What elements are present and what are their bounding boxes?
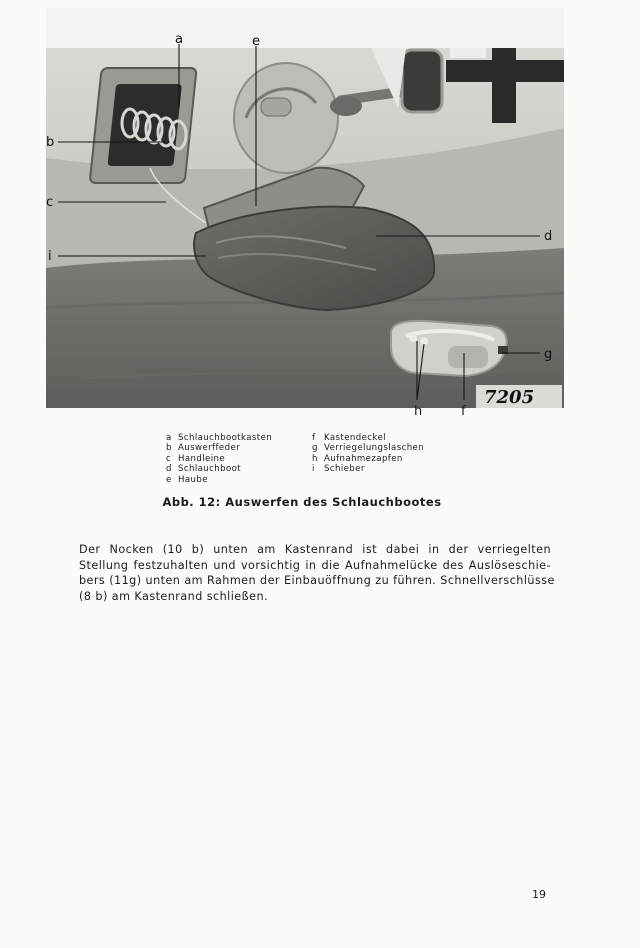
label-e: e [252, 34, 260, 49]
label-a: a [175, 32, 183, 47]
paragraph-line: bers (11g) unten am Rahmen der Einbauöffnung zu führen. Schnellverschlüsse [79, 574, 555, 587]
paragraph-line: Der Nocken (10 b) unten am Kastenrand ist dabei in der verriegelten [79, 543, 551, 556]
legend-item: e Haube [166, 474, 208, 485]
label-h: h [414, 404, 423, 419]
legend-item: b Auswerffeder [166, 443, 241, 454]
label-f: f [461, 404, 466, 419]
legend-item: g Verriegelungslaschen [312, 443, 425, 454]
figure-photo [46, 8, 564, 408]
label-d: d [544, 229, 553, 244]
figure-caption: Abb. 12: Auswerfen des Schlauchbootes [162, 495, 442, 509]
label-i: i [48, 249, 52, 264]
legend-left-column [166, 433, 272, 485]
body-paragraph [79, 542, 555, 604]
paragraph-line: (8 b) am Kastenrand schließen. [79, 589, 269, 603]
paragraph-line: Stellung festzuhalten und vorsichtig in die Aufnahmelücke des Auslöseschie- [79, 558, 551, 572]
legend-item: f Kastendeckel [312, 433, 386, 443]
label-b: b [46, 135, 55, 150]
legend-item: a Schlauchbootkasten [166, 433, 273, 443]
page-number: 19 [532, 888, 546, 901]
legend-item: h Aufnahmezapfen [312, 453, 403, 464]
legend-item: i Schieber [312, 464, 365, 475]
label-g: g [544, 347, 553, 362]
label-c: c [46, 195, 54, 210]
legend-item: c Handleine [166, 453, 226, 464]
plate-number: 7205 [484, 387, 535, 408]
legend-right-column [312, 433, 424, 475]
legend-item: d Schlauchboot [166, 464, 242, 475]
